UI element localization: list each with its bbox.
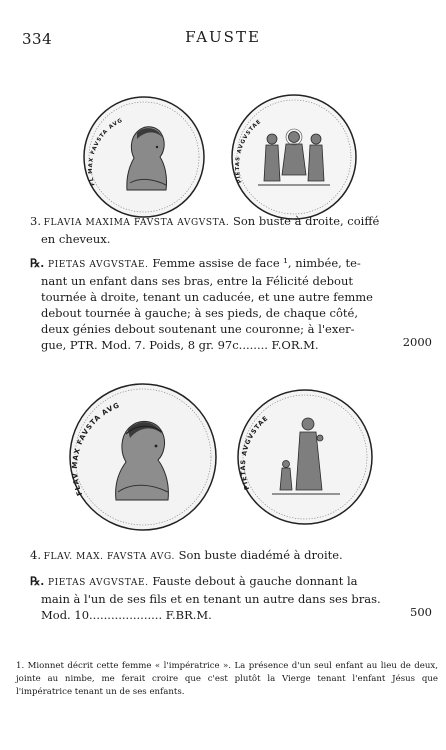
coin-3-reverse-image bbox=[230, 93, 358, 221]
coin-3-reverse-legend: PIETAS AVGVSTAE bbox=[234, 118, 263, 184]
entry-4-obverse bbox=[30, 547, 430, 565]
entry-4-price: 500 bbox=[410, 605, 432, 619]
entry-3-obverse bbox=[30, 213, 430, 247]
entry-3-line-1: Femme assise de face ¹, nimbée, te- bbox=[152, 256, 361, 270]
entry-4-line-3: Mod. 10.................... F.BR.M. bbox=[41, 608, 212, 622]
entry-3-line-4: debout tournée à gauche; à ses pieds, de chaque côté, bbox=[41, 306, 358, 320]
entry-3-reverse bbox=[30, 255, 430, 353]
entry-3-reverse-sign: ℞. bbox=[30, 256, 45, 270]
footnote: 1. Mionnet décrit cette femme « l'impératrice ». La présence d'un seul enfant au lieu de deux, jointe au nimbe, me ferait croire que c'est plutôt la Vierge tenant l'enfant Jésus que l'impératrice tenant un de ses enfants. bbox=[16, 661, 438, 697]
coin-3-obverse-image bbox=[82, 95, 206, 219]
entry-3-obverse-desc: Son buste à droite, coiffé bbox=[232, 214, 380, 228]
page-number: 334 bbox=[22, 30, 53, 48]
entry-3-price: 2000 bbox=[402, 335, 432, 349]
coin-4-obverse-image bbox=[68, 382, 218, 532]
entry-4-reverse-legend: PIETAS AVGVSTAE. bbox=[47, 578, 149, 588]
entry-4-obverse-desc: Son buste diadémé à droite. bbox=[178, 548, 343, 562]
entry-3-line-5: deux génies debout soutenant une couronne; à l'exer- bbox=[41, 322, 355, 336]
entry-3-obverse-desc-2: en cheveux. bbox=[41, 232, 111, 246]
coin-4-reverse-legend: PIETAS AVGVSTAE bbox=[238, 414, 270, 491]
entry-4-line-2: main à l'un de ses fils et en tenant un autre dans ses bras. bbox=[41, 592, 381, 606]
coin-4-obverse-legend: FLAV MAX FAVSTA AVG bbox=[70, 401, 122, 497]
entry-3-line-3: tournée à droite, tenant un caducée, et une autre femme bbox=[41, 290, 373, 304]
entry-3-number: 3. bbox=[30, 214, 41, 228]
entry-4-obverse-legend: FLAV. MAX. FAVSTA AVG. bbox=[43, 552, 175, 562]
running-title: FAUSTE bbox=[185, 28, 261, 46]
entry-4-reverse bbox=[30, 573, 430, 623]
entry-4-reverse-sign: ℞. bbox=[30, 574, 45, 588]
entry-4-line-1: Fauste debout à gauche donnant la bbox=[152, 574, 358, 588]
entry-3-obverse-legend: FLAVIA MAXIMA FAVSTA AVGVSTA. bbox=[43, 218, 230, 228]
coin-4-reverse-image bbox=[236, 388, 374, 526]
coin-3-obverse-legend: FL MAX FAVSTA AVG bbox=[87, 117, 124, 187]
entry-4-number: 4. bbox=[30, 548, 41, 562]
entry-3-reverse-legend: PIETAS AVGVSTAE. bbox=[47, 260, 149, 270]
entry-3-line-6: gue, PTR. Mod. 7. Poids, 8 gr. 97c........ F.OR.M. bbox=[41, 338, 319, 352]
entry-3-line-2: nant un enfant dans ses bras, entre la Félicité debout bbox=[41, 274, 353, 288]
